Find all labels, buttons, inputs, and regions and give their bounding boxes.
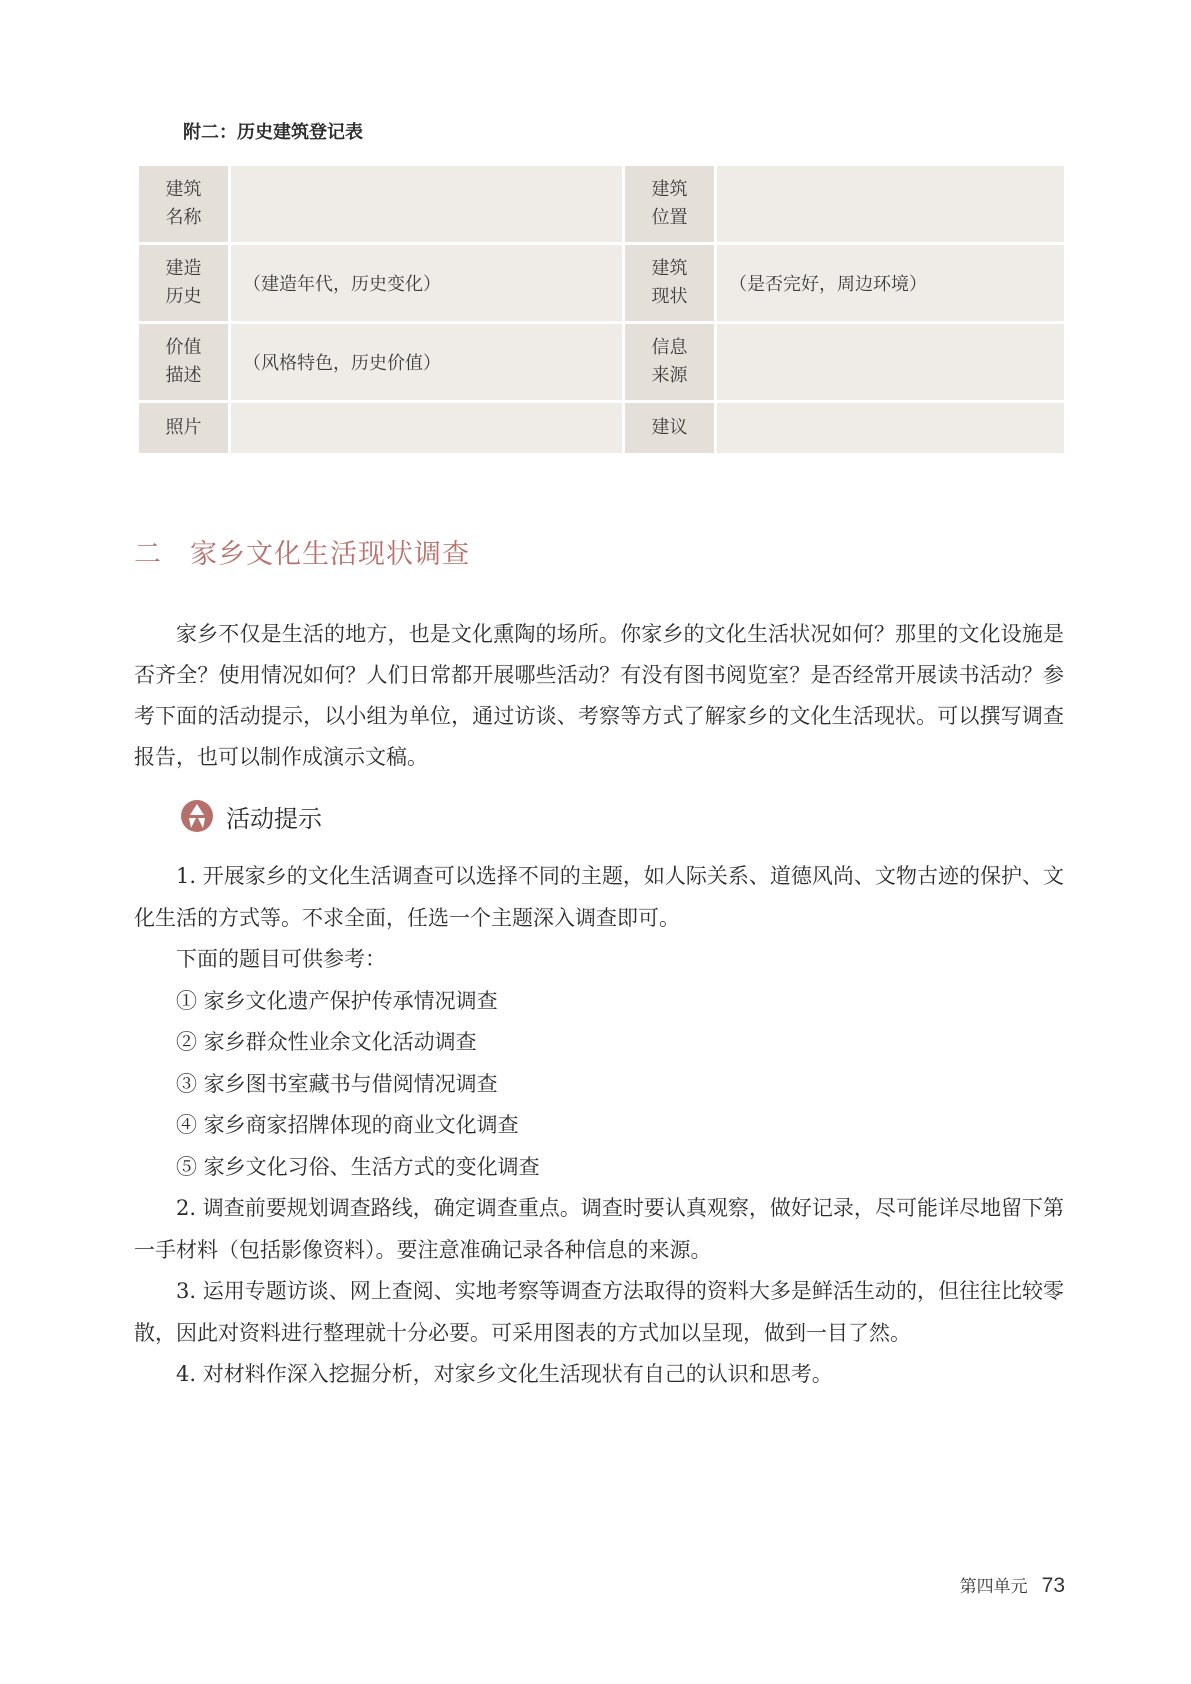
label-construction-history: 建造 历史 — [165, 258, 202, 307]
page-number: 73 — [1041, 1574, 1065, 1597]
tip-paragraph: 1. 开展家乡的文化生活调查可以选择不同的主题，如人际关系、道德风尚、文物古迹的保护、文化生活的方式等。不求全面，任选一个主题深入调查即可。 — [134, 864, 1064, 930]
topic-item: ⑤ 家乡文化习俗、生活方式的变化调查 — [176, 1154, 540, 1179]
table-row — [138, 165, 1066, 244]
unit-label: 第四单元 — [959, 1577, 1028, 1597]
section-heading — [134, 532, 470, 571]
value-value-description: （风格特色，历史价值） — [243, 353, 441, 374]
label-building-condition: 建筑 现状 — [651, 258, 688, 307]
historic-building-registration-table — [136, 163, 1067, 456]
section-number: 二 — [134, 539, 162, 570]
activity-tips-icon — [180, 799, 214, 833]
tip-paragraph: 下面的题目可供参考： — [176, 947, 386, 971]
label-value-description: 价值 描述 — [165, 337, 202, 386]
table-row — [138, 323, 1066, 402]
value-building-condition: （是否完好，周边环境） — [729, 274, 927, 295]
tips-header — [180, 798, 322, 834]
page-footer — [960, 1572, 1065, 1598]
section-title: 家乡文化生活现状调查 — [190, 539, 470, 570]
appendix-title: 附二：历史建筑登记表 — [183, 122, 363, 143]
tip-paragraph: 4. 对材料作深入挖掘分析，对家乡文化生活现状有自己的认识和思考。 — [176, 1362, 833, 1386]
tips-body — [134, 856, 1064, 1396]
topic-item: ② 家乡群众性业余文化活动调查 — [176, 1030, 477, 1054]
tip-paragraph: 2. 调查前要规划调查路线，确定调查重点。调查时要认真观察，做好记录，尽可能详尽地留下第一手材料（包括影像资料）。要注意准确记录各种信息的来源。 — [134, 1196, 1064, 1262]
tips-label: 活动提示 — [226, 804, 322, 833]
topic-item: ① 家乡文化遗产保护传承情况调查 — [176, 988, 498, 1013]
label-information-source: 信息 来源 — [651, 337, 688, 386]
topic-item: ④ 家乡商家招牌体现的商业文化调查 — [176, 1113, 519, 1137]
label-suggestion: 建议 — [651, 417, 688, 438]
topic-item: ③ 家乡图书室藏书与借阅情况调查 — [176, 1071, 498, 1096]
label-building-location: 建筑 位置 — [651, 179, 688, 228]
tip-paragraph: 3. 运用专题访谈、网上查阅、实地考察等调查方法取得的资料大多是鲜活生动的，但往往比较零散，因此对资料进行整理就十分必要。可采用图表的方式加以呈现，做到一目了然。 — [134, 1279, 1064, 1345]
label-photo: 照片 — [165, 417, 202, 438]
table-row — [138, 402, 1066, 455]
value-construction-history: （建造年代，历史变化） — [243, 274, 441, 295]
table-row — [138, 244, 1066, 323]
intro-paragraph: 家乡不仅是生活的地方，也是文化熏陶的场所。你家乡的文化生活状况如何？那里的文化设施是否齐全？使用情况如何？人们日常都开展哪些活动？有没有图书阅览室？是否经常开展读书活动？参考下面的活动提示，以小组为单位，通过访谈、考察等方式了解家乡的文化生活现状。可以撰写调查报告，也可以制作成演示文稿。 — [134, 622, 1064, 769]
label-building-name: 建筑 名称 — [165, 179, 202, 228]
